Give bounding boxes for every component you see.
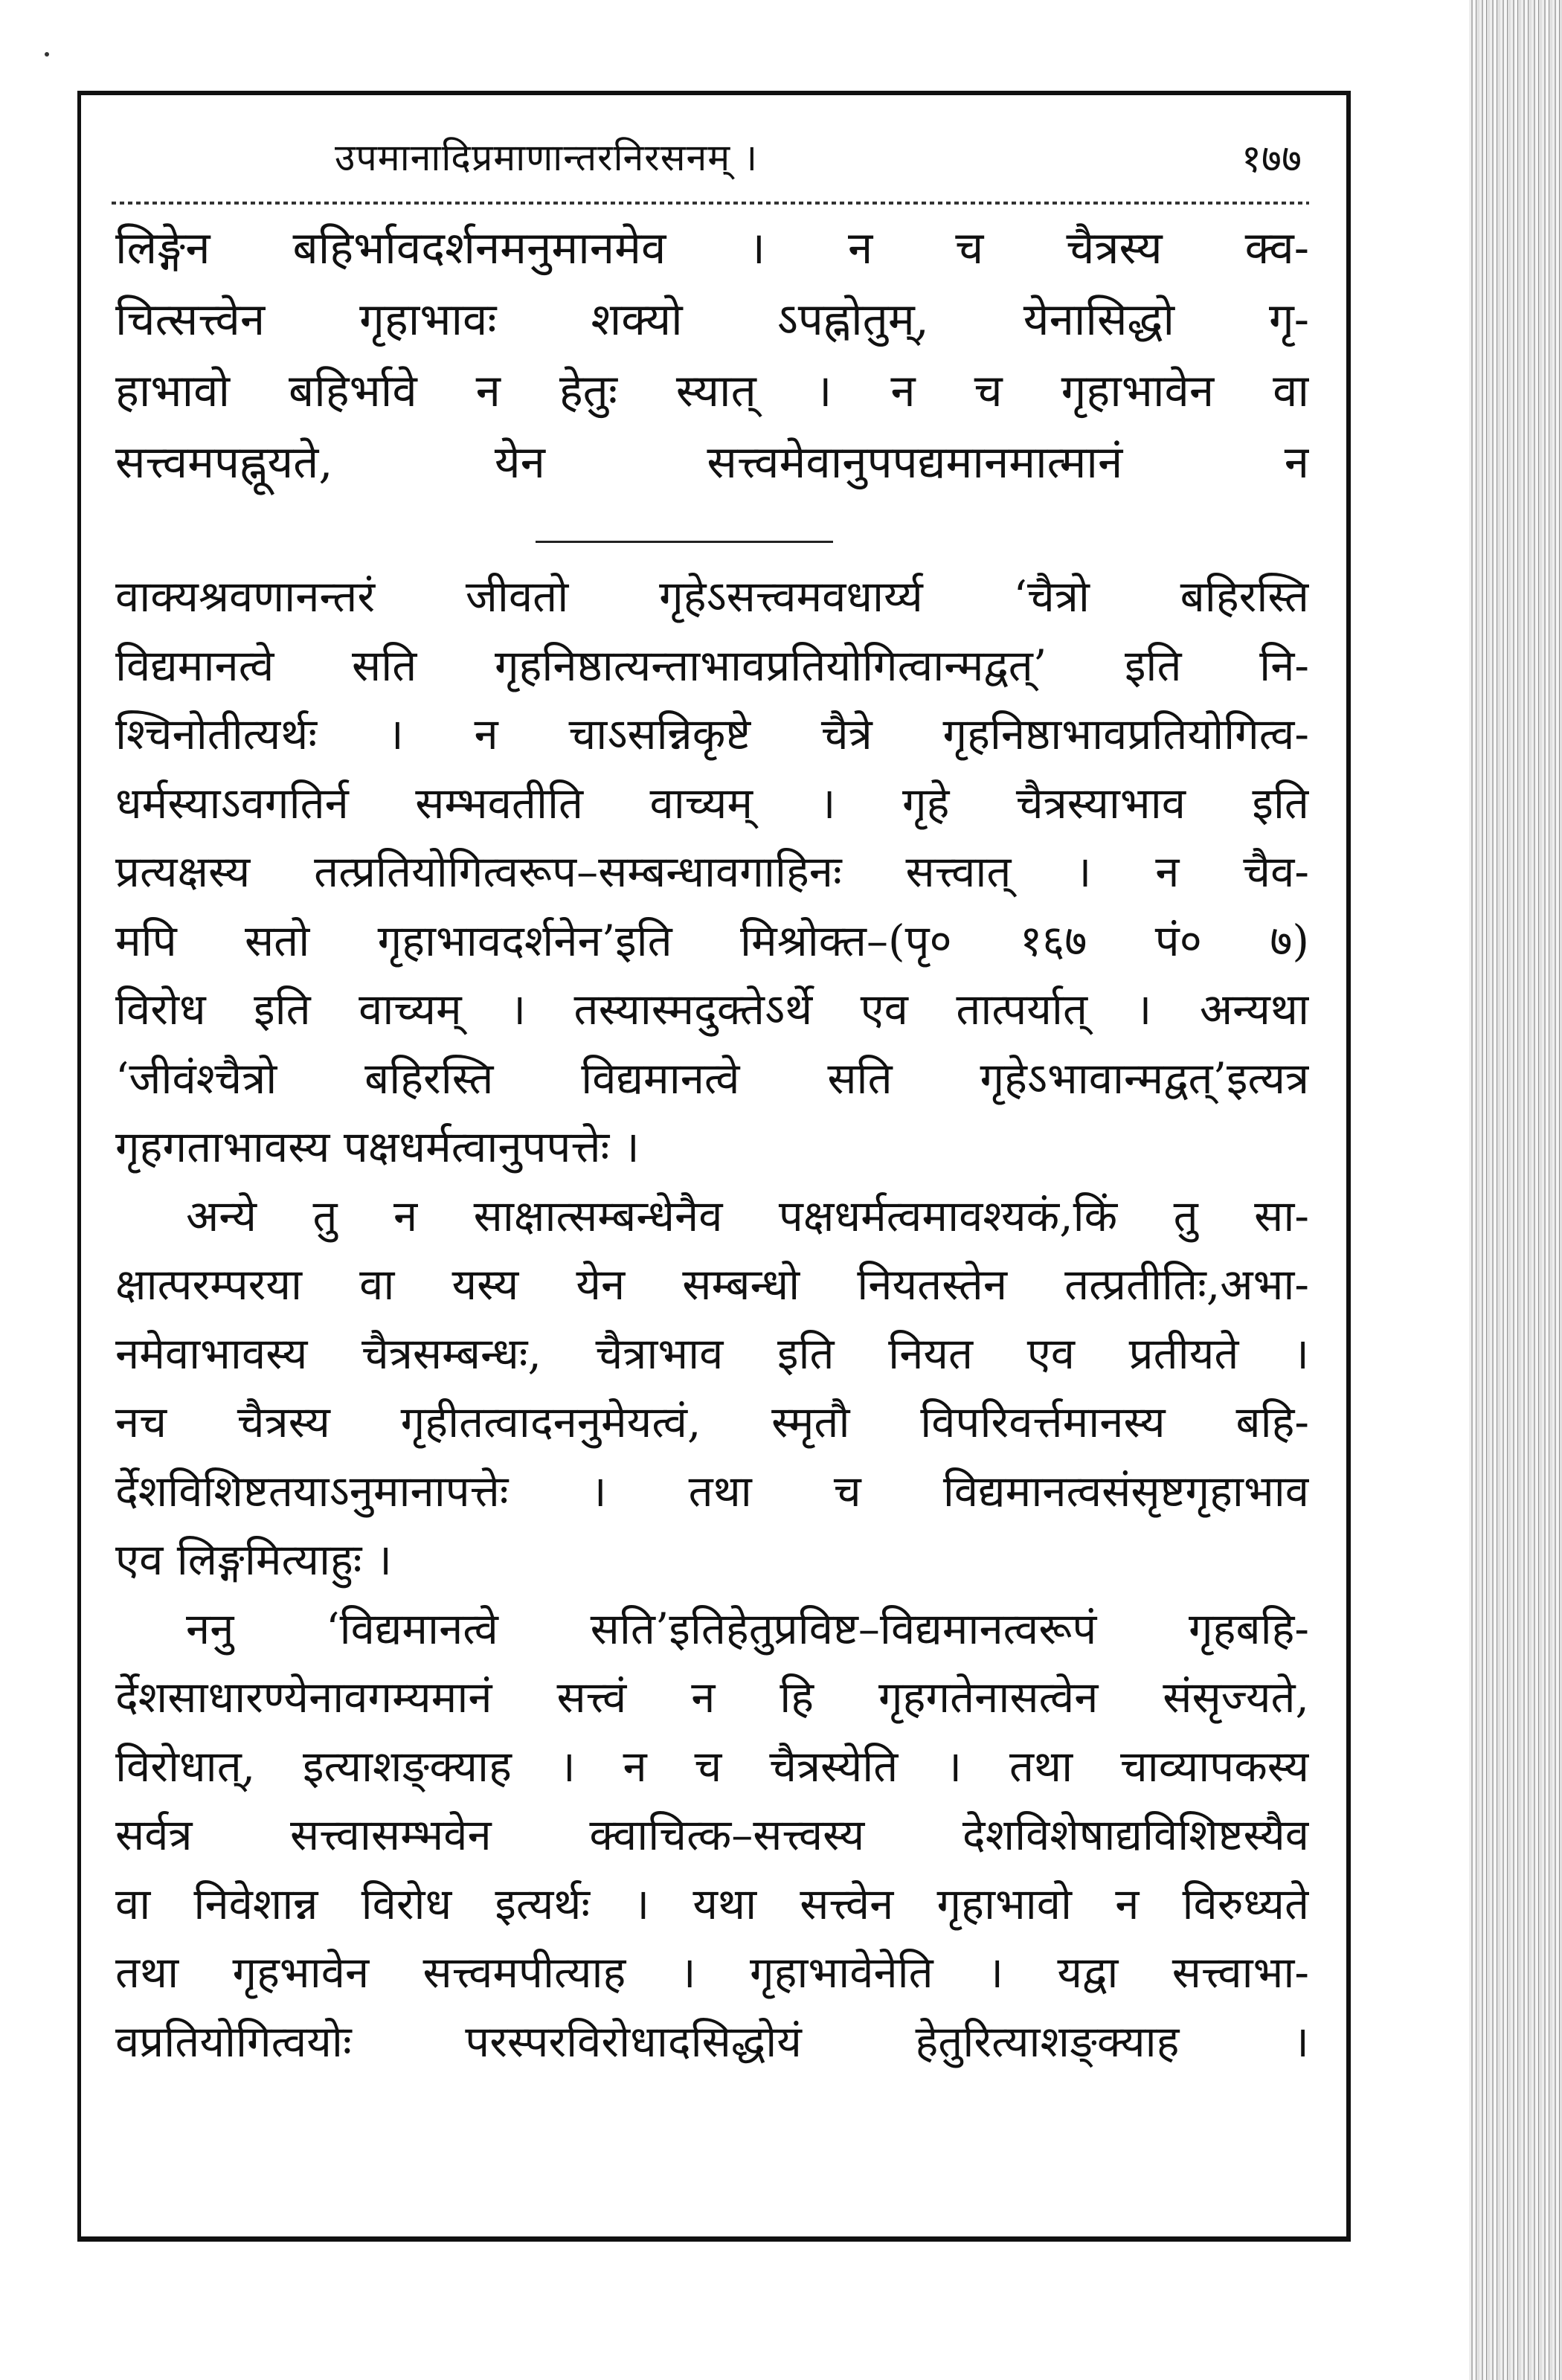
commentary-line: विद्यमानत्वे सति गृहनिष्ठात्यन्ताभावप्रतियोगित्वान्मद्वत्’ इति नि- [115,640,1309,691]
commentary-paragraph-start: ननु ‘विद्यमानत्वे सति’इतिहेतुप्रविष्ट–विद्यमानत्वरूपं गृहबहि- [186,1603,1309,1654]
main-text-line: हाभावो बहिर्भावे न हेतुः स्यात् । न च गृहाभावेन वा [115,365,1309,417]
commentary-line: प्रत्यक्षस्य तत्प्रतियोगित्वरूप–सम्बन्धावगाहिनः सत्त्वात् । न चैव- [115,846,1309,897]
commentary-line: एव लिङ्गमित्याहुः । [115,1534,392,1585]
commentary-line: वा निवेशान्न विरोध इत्यर्थः । यथा सत्त्वेन गृहाभावो न विरुध्यते [115,1878,1309,1929]
commentary-line: ‘जीवंश्चैत्रो बहिरस्ति विद्यमानत्वे सति गृहेऽभावान्मद्वत्’इत्यत्र [115,1052,1309,1104]
commentary-line: श्चिनोतीत्यर्थः । न चाऽसन्निकृष्टे चैत्रे गृहनिष्ठाभावप्रतियोगित्व- [115,709,1309,759]
page-number: १७७ [1241,137,1302,181]
commentary-line: वाक्यश्रवणानन्तरं जीवतो गृहेऽसत्त्वमवधार्य्य ‘चैत्रो बहिरस्ति [115,571,1309,622]
commentary-line: विरोधात्, इत्याशङ्क्याह । न च चैत्रस्येति । तथा चाव्यापकस्य [115,1740,1309,1792]
commentary-line: तथा गृहभावेन सत्त्वमपीत्याह । गृहाभावेनेति । यद्वा सत्त्वाभा- [115,1947,1309,1998]
commentary-line: र्देशसाधारण्येनावगम्यमानं सत्त्वं न हि गृहगतेनासत्वेन संसृज्यते, [115,1672,1309,1723]
commentary-line: वप्रतियोगित्वयोः परस्परविरोधादसिद्धोयं हेतुरित्याशङ्क्याह । [115,2016,1309,2067]
main-text-line: सत्त्वमपह्नूयते, येन सत्त्वमेवानुपपद्यमानमात्मानं न [115,437,1309,489]
book-binding-edge [1469,0,1562,2380]
commentary-paragraph-start: अन्ये तु न साक्षात्सम्बन्धेनैव पक्षधर्मत्वमावश्यकं,किं तु सा- [186,1190,1309,1241]
commentary-line: सर्वत्र सत्त्वासम्भवेन क्वाचित्क–सत्त्वस्य देशविशेषाद्यविशिष्टस्यैव [115,1810,1309,1860]
commentary-line: गृहगताभावस्य पक्षधर्मत्वानुपपत्तेः । [115,1122,640,1172]
main-text-line: लिङ्गेन बहिर्भावदर्शनमनुमानमेव । न च चैत्रस्य क्व- [115,222,1309,274]
commentary-line: क्षात्परम्परया वा यस्य येन सम्बन्धो नियतस्तेन तत्प्रतीतिः,अभा- [115,1259,1309,1310]
commentary-line: विरोध इति वाच्यम् । तस्यास्मदुक्तेऽर्थे एव तात्पर्यात् । अन्यथा [115,984,1309,1035]
commentary-line: नमेवाभावस्य चैत्रसम्बन्धः, चैत्राभाव इति नियत एव प्रतीयते । [115,1328,1309,1379]
main-text-line: चित्सत्त्वेन गृहाभावः शक्यो ऽपह्नोतुम्, येनासिद्धो गृ- [115,294,1309,346]
page-header [119,126,1309,193]
commentary-block [115,562,1309,2076]
commentary-line: र्देशविशिष्टतयाऽनुमानापत्तेः । तथा च विद्यमानत्वसंसृष्टगृहाभाव [115,1465,1309,1517]
commentary-line: धर्मस्याऽवगतिर्न सम्भवतीति वाच्यम् । गृहे चैत्रस्याभाव इति [115,777,1309,829]
commentary-line: नच चैत्रस्य गृहीतत्वादननुमेयत्वं, स्मृतौ विपरिवर्त्तमानस्य बहि- [115,1397,1309,1447]
main-text-block [115,213,1309,498]
commentary-line: मपि सतो गृहाभावदर्शनेन’इति मिश्रोक्त–(पृ० १६७ पं० ७) [115,915,1309,966]
running-title: उपमानादिप्रमाणान्तरनिरसनम् । [335,136,759,179]
scan-speck [45,52,49,57]
commentary-divider [536,541,833,543]
